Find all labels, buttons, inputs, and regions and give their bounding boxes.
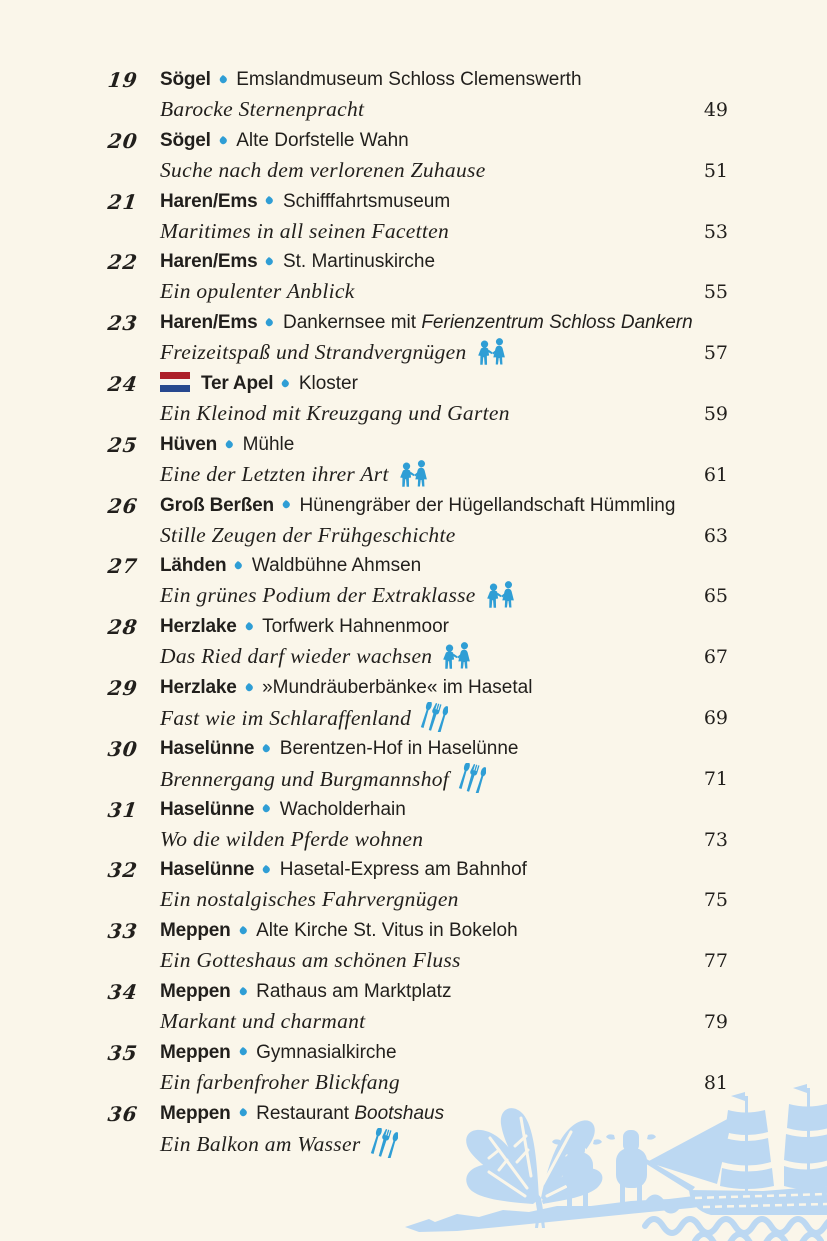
entry-title-line: [160, 613, 728, 641]
bullet-icon: [234, 561, 243, 570]
entry-number: 24: [106, 371, 140, 396]
entry-title: »Mundräuberbänke« im Hasetal: [262, 676, 533, 698]
entry-title: Schifffahrtsmuseum: [282, 190, 451, 212]
entry-subtitle: Ein Gotteshaus am schönen Fluss: [160, 948, 461, 973]
entry-page-number: 65: [703, 585, 728, 608]
entry-title: Hasetal-Express am Bahnhof: [279, 859, 527, 881]
entry-title: Berentzen-Hof in Haselünne: [279, 737, 519, 759]
toc-entry: [108, 66, 728, 127]
family-icon: [476, 338, 508, 366]
entry-page-number: 69: [703, 706, 728, 729]
entry-title: Gymnasialkirche: [256, 1041, 397, 1063]
entry-place: Herzlake: [160, 616, 237, 638]
entry-page-number: 59: [703, 402, 728, 425]
entry-subtitle: Ein grünes Podium der Extraklasse: [160, 583, 476, 608]
toc-entry: [108, 735, 728, 796]
entry-subtitle: Ein farbenfroher Blickfang: [160, 1069, 400, 1094]
entry-title-line: [160, 309, 728, 337]
entry-title-line: [160, 248, 728, 276]
entry-subtitle: Maritimes in all seinen Facetten: [160, 218, 450, 243]
entry-subtitle-line: [160, 702, 676, 735]
toc-list: [108, 66, 728, 1160]
toc-entry: [108, 248, 728, 309]
entry-number: 35: [106, 1040, 140, 1065]
bullet-icon: [265, 318, 274, 327]
family-icon: [441, 642, 473, 670]
toc-entry: [108, 796, 728, 857]
entry-number: 23: [106, 311, 140, 336]
entry-number: 26: [106, 493, 140, 518]
entry-page-number: 55: [703, 281, 728, 304]
entry-place: Meppen: [160, 980, 231, 1002]
entry-title-line: [160, 431, 728, 459]
entry-subtitle: Eine der Letzten ihrer Art: [160, 461, 389, 486]
entry-subtitle-line: [160, 398, 676, 431]
entry-subtitle: Suche nach dem verlorenen Zuhause: [160, 157, 486, 182]
entry-place: Haren/Ems: [160, 251, 258, 273]
bullet-icon: [244, 622, 253, 631]
entry-title-line: [160, 1039, 728, 1067]
entry-number: 34: [106, 979, 140, 1004]
bullet-icon: [262, 804, 271, 813]
entry-subtitle: Markant und charmant: [160, 1008, 366, 1033]
bullet-icon: [238, 1108, 247, 1117]
entry-place: Meppen: [160, 1041, 231, 1063]
entry-place: Meppen: [160, 1102, 231, 1124]
entry-place: Hüven: [160, 433, 218, 455]
entry-title-line: [160, 552, 728, 580]
bullet-icon: [244, 682, 253, 691]
entry-page-number: 53: [703, 220, 728, 243]
family-icon: [398, 460, 430, 488]
entry-title-line: [160, 674, 728, 702]
entry-title-line: [160, 796, 728, 824]
bullet-icon: [225, 439, 234, 448]
entry-subtitle-line: [160, 276, 676, 309]
toc-entry: [108, 613, 728, 674]
entry-subtitle-line: [160, 884, 676, 917]
entry-number: 19: [106, 68, 140, 92]
entry-page-number: 67: [703, 646, 728, 669]
entry-subtitle-line: [160, 337, 676, 370]
bullet-icon: [238, 1047, 247, 1056]
toc-entry: [108, 856, 728, 917]
toc-entry: [108, 674, 728, 735]
entry-title-italic: Bootshaus: [354, 1102, 445, 1124]
entry-number: 27: [106, 554, 140, 579]
entry-place: Haselünne: [160, 798, 255, 820]
family-icon: [485, 581, 517, 609]
cutlery-icon: [420, 702, 448, 732]
entry-title: Restaurant: [256, 1102, 355, 1124]
entry-title-line: [160, 370, 728, 398]
entry-subtitle: Ein opulenter Anblick: [160, 279, 355, 304]
entry-title: Wacholderhain: [279, 798, 406, 820]
entry-number: 29: [106, 675, 140, 700]
entry-title-line: [160, 917, 728, 945]
entry-title: Alte Kirche St. Vitus in Bokeloh: [256, 920, 518, 942]
entry-number: 28: [106, 615, 140, 640]
toc-entry: [108, 917, 728, 978]
entry-title: Dankernsee mit: [282, 312, 422, 334]
entry-subtitle: Das Ried darf wieder wachsen: [160, 644, 433, 669]
entry-page-number: 51: [703, 159, 728, 182]
entry-place: Groß Berßen: [160, 494, 274, 516]
entry-place: Lähden: [160, 555, 227, 577]
entry-page-number: 77: [703, 950, 728, 973]
nl-flag-icon: [160, 372, 190, 392]
entry-subtitle-line: [160, 824, 676, 857]
bullet-icon: [262, 743, 271, 752]
entry-title-line: [160, 66, 728, 94]
entry-subtitle-line: [160, 520, 676, 553]
entry-place: Haselünne: [160, 859, 255, 881]
bullet-icon: [282, 500, 291, 509]
bullet-icon: [265, 257, 274, 266]
entry-page-number: 81: [703, 1071, 728, 1094]
sailing-ship-icon: [640, 1084, 827, 1215]
entry-number: 33: [106, 919, 140, 944]
entry-subtitle: Stille Zeugen der Frühgeschichte: [160, 522, 456, 547]
entry-place: Sögel: [160, 69, 211, 90]
entry-subtitle: Barocke Sternenpracht: [160, 97, 365, 121]
entry-title-line: [160, 735, 728, 763]
entry-subtitle-line: [160, 459, 676, 492]
entry-page-number: 73: [703, 828, 728, 851]
cutlery-icon: [370, 1128, 398, 1158]
entry-title-line: [160, 127, 728, 155]
entry-subtitle: Freizeitspaß und Strandvergnügen: [160, 340, 467, 365]
entry-page-number: 63: [703, 524, 728, 547]
entry-subtitle-line: [160, 155, 676, 188]
entry-title-line: [160, 492, 728, 520]
entry-number: 21: [106, 189, 140, 214]
bullet-icon: [238, 986, 247, 995]
entry-title: Hünengräber der Hügellandschaft Hümmling: [299, 494, 676, 516]
entry-title: Emslandmuseum Schloss Clemenswerth: [236, 69, 582, 90]
entry-title: Mühle: [242, 433, 295, 455]
entry-number: 20: [106, 128, 140, 153]
entry-title-line: [160, 978, 728, 1006]
entry-place: Herzlake: [160, 676, 237, 698]
entry-subtitle-line: [160, 763, 676, 796]
entry-number: 32: [106, 858, 140, 883]
toc-entry: [108, 431, 728, 492]
toc-entry: [108, 309, 728, 370]
entry-page-number: 57: [703, 342, 728, 365]
entry-subtitle-line: [160, 1006, 676, 1039]
entry-subtitle: Ein Kleinod mit Kreuzgang und Garten: [160, 400, 510, 425]
entry-title-italic: Ferienzentrum Schloss Dankern: [421, 312, 693, 334]
toc-entry: [108, 978, 728, 1039]
entry-page-number: 79: [703, 1010, 728, 1033]
bullet-icon: [262, 865, 271, 874]
entry-place: Haren/Ems: [160, 312, 258, 334]
entry-number: 25: [106, 432, 140, 457]
entry-subtitle-line: [160, 641, 676, 674]
entry-page-number: 75: [703, 889, 728, 912]
entry-place: Haren/Ems: [160, 190, 258, 212]
entry-place: Sögel: [160, 129, 211, 151]
entry-subtitle: Fast wie im Schlaraffenland: [160, 705, 412, 730]
bullet-icon: [281, 378, 290, 387]
entry-title: Kloster: [298, 372, 358, 394]
entry-number: 31: [106, 797, 140, 822]
entry-subtitle: Brennergang und Burgmannshof: [160, 766, 450, 791]
entry-subtitle-line: [160, 945, 676, 978]
entry-subtitle: Wo die wilden Pferde wohnen: [160, 826, 424, 851]
entry-title: St. Martinuskirche: [282, 251, 436, 273]
bullet-icon: [218, 135, 227, 144]
entry-title: Waldbühne Ahmsen: [251, 555, 422, 577]
entry-subtitle-line: [160, 580, 676, 613]
entry-subtitle: Ein nostalgisches Fahrvergnügen: [160, 887, 459, 912]
entry-subtitle: Ein Balkon am Wasser: [160, 1131, 361, 1156]
entry-page-number: 49: [703, 99, 728, 121]
entry-title: Alte Dorfstelle Wahn: [236, 129, 409, 151]
entry-place: Haselünne: [160, 737, 255, 759]
entry-place: Ter Apel: [201, 372, 274, 394]
entry-number: 22: [106, 250, 140, 275]
bullet-icon: [218, 74, 227, 83]
toc-entry: [108, 492, 728, 553]
entry-title-line: [160, 856, 728, 884]
cutlery-icon: [458, 763, 486, 793]
entry-place: Meppen: [160, 920, 231, 942]
toc-entry: [108, 552, 728, 613]
entry-number: 30: [106, 736, 140, 761]
entry-page-number: 61: [703, 463, 728, 486]
entry-title: Rathaus am Marktplatz: [256, 980, 452, 1002]
entry-subtitle-line: [160, 94, 676, 127]
entry-number: 36: [106, 1101, 140, 1126]
bullet-icon: [265, 196, 274, 205]
toc-entry: [108, 188, 728, 249]
footer-illustration: [395, 1080, 827, 1241]
entry-page-number: 71: [703, 767, 728, 790]
toc-entry: [108, 370, 728, 431]
entry-title-line: [160, 188, 728, 216]
entry-title: Torfwerk Hahnenmoor: [262, 616, 449, 638]
toc-entry: [108, 127, 728, 188]
entry-subtitle-line: [160, 216, 676, 249]
bullet-icon: [238, 926, 247, 935]
